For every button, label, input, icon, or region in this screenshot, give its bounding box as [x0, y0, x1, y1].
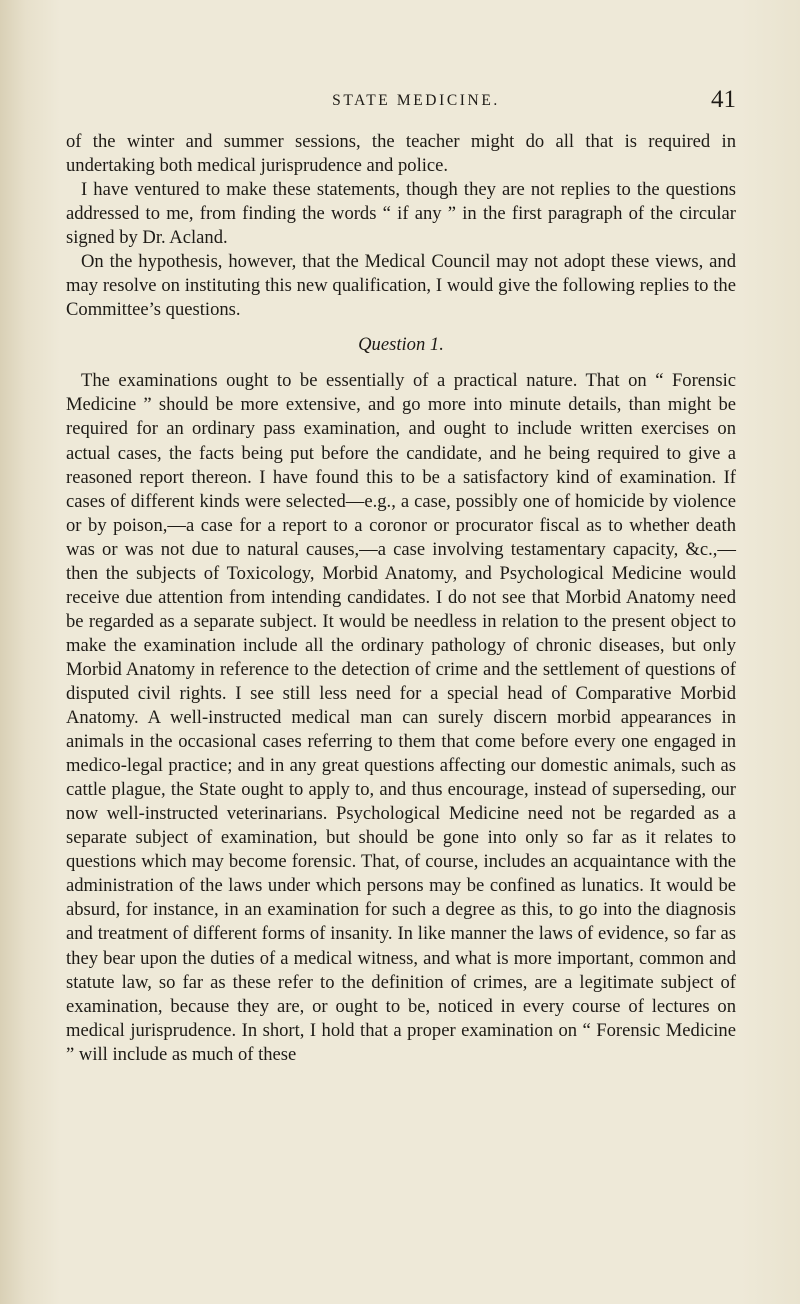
paragraph-continued: of the winter and summer sessions, the teacher might do all that is required in undertaking both medical jurisprudence and police.: [66, 131, 736, 177]
page-header: [66, 86, 736, 118]
body-text: [66, 130, 736, 1067]
paragraph-statements: I have ventured to make these statements, though they are not replies to the questions addressed to me, from finding the words “ if any ” in the first paragraph of the circular signed by Dr. Acland.: [66, 179, 736, 249]
running-head: STATE MEDICINE.: [332, 92, 500, 109]
page-number: 41: [711, 86, 736, 113]
section-heading: Question 1.: [358, 334, 444, 356]
paragraph-question-1: The examinations ought to be essentially of a practical nature. That on “ Forensic Medicine ” should be more extensive, and go more into minute details, than might be required for an ordinary pass examination, and ought to include written exercises on actual cases, the facts being put before the candidate, and he being required to give a reasoned report thereon. I have found this to be a satisfactory kind of examination. If cases of different kinds were selected—e.g., a case, possibly one of homicide by violence or by poison,—a case for a report to a coronor or procurator fiscal as to whether death was or was not due to natural causes,—a case involving testamentary capacity, &c.,—then the subjects of Toxicology, Morbid Anatomy, and Psychological Medicine would receive due attention from intending candidates. I do not see that Morbid Anatomy need be regarded as a separate subject. It would be needless in relation to the present object to make the examination include all the ordinary pathology of chronic diseases, but only Morbid Anatomy in reference to the detection of crime and the settlement of questions of disputed civil rights. I see still less need for a special head of Comparative Morbid Anatomy. A well-instructed medical man can surely discern morbid appearances in animals in the occasional cases referring to them that come before every one engaged in medico-legal practice; and in any great questions affecting our domestic animals, such as cattle plague, the State ought to apply to, and thus encourage, instead of superseding, our now well-instructed veterinarians. Psychological Medicine need not be regarded as a separate subject of examination, but should be gone into only so far as it relates to questions which may become forensic. That, of course, includes an acquaintance with the administration of the laws under which persons may be confined as lunatics. It would be absurd, for instance, in an examination for such a degree as this, to go into the diagnosis and treatment of different forms of insanity. In like manner the laws of evidence, so far as they bear upon the duties of a medical witness, and what is more important, common and statute law, so far as these refer to the definition of crimes, are a legitimate subject of examination, because they are, or ought to be, noticed in every course of lectures on medical jurisprudence. In short, I hold that a proper examination on “ Forensic Medicine ” will include as much of these: [66, 370, 736, 1065]
paragraph-hypothesis: On the hypothesis, however, that the Medical Council may not adopt these views, and may resolve on instituting this new qualification, I would give the following replies to the Committee’s questions.: [66, 251, 736, 321]
